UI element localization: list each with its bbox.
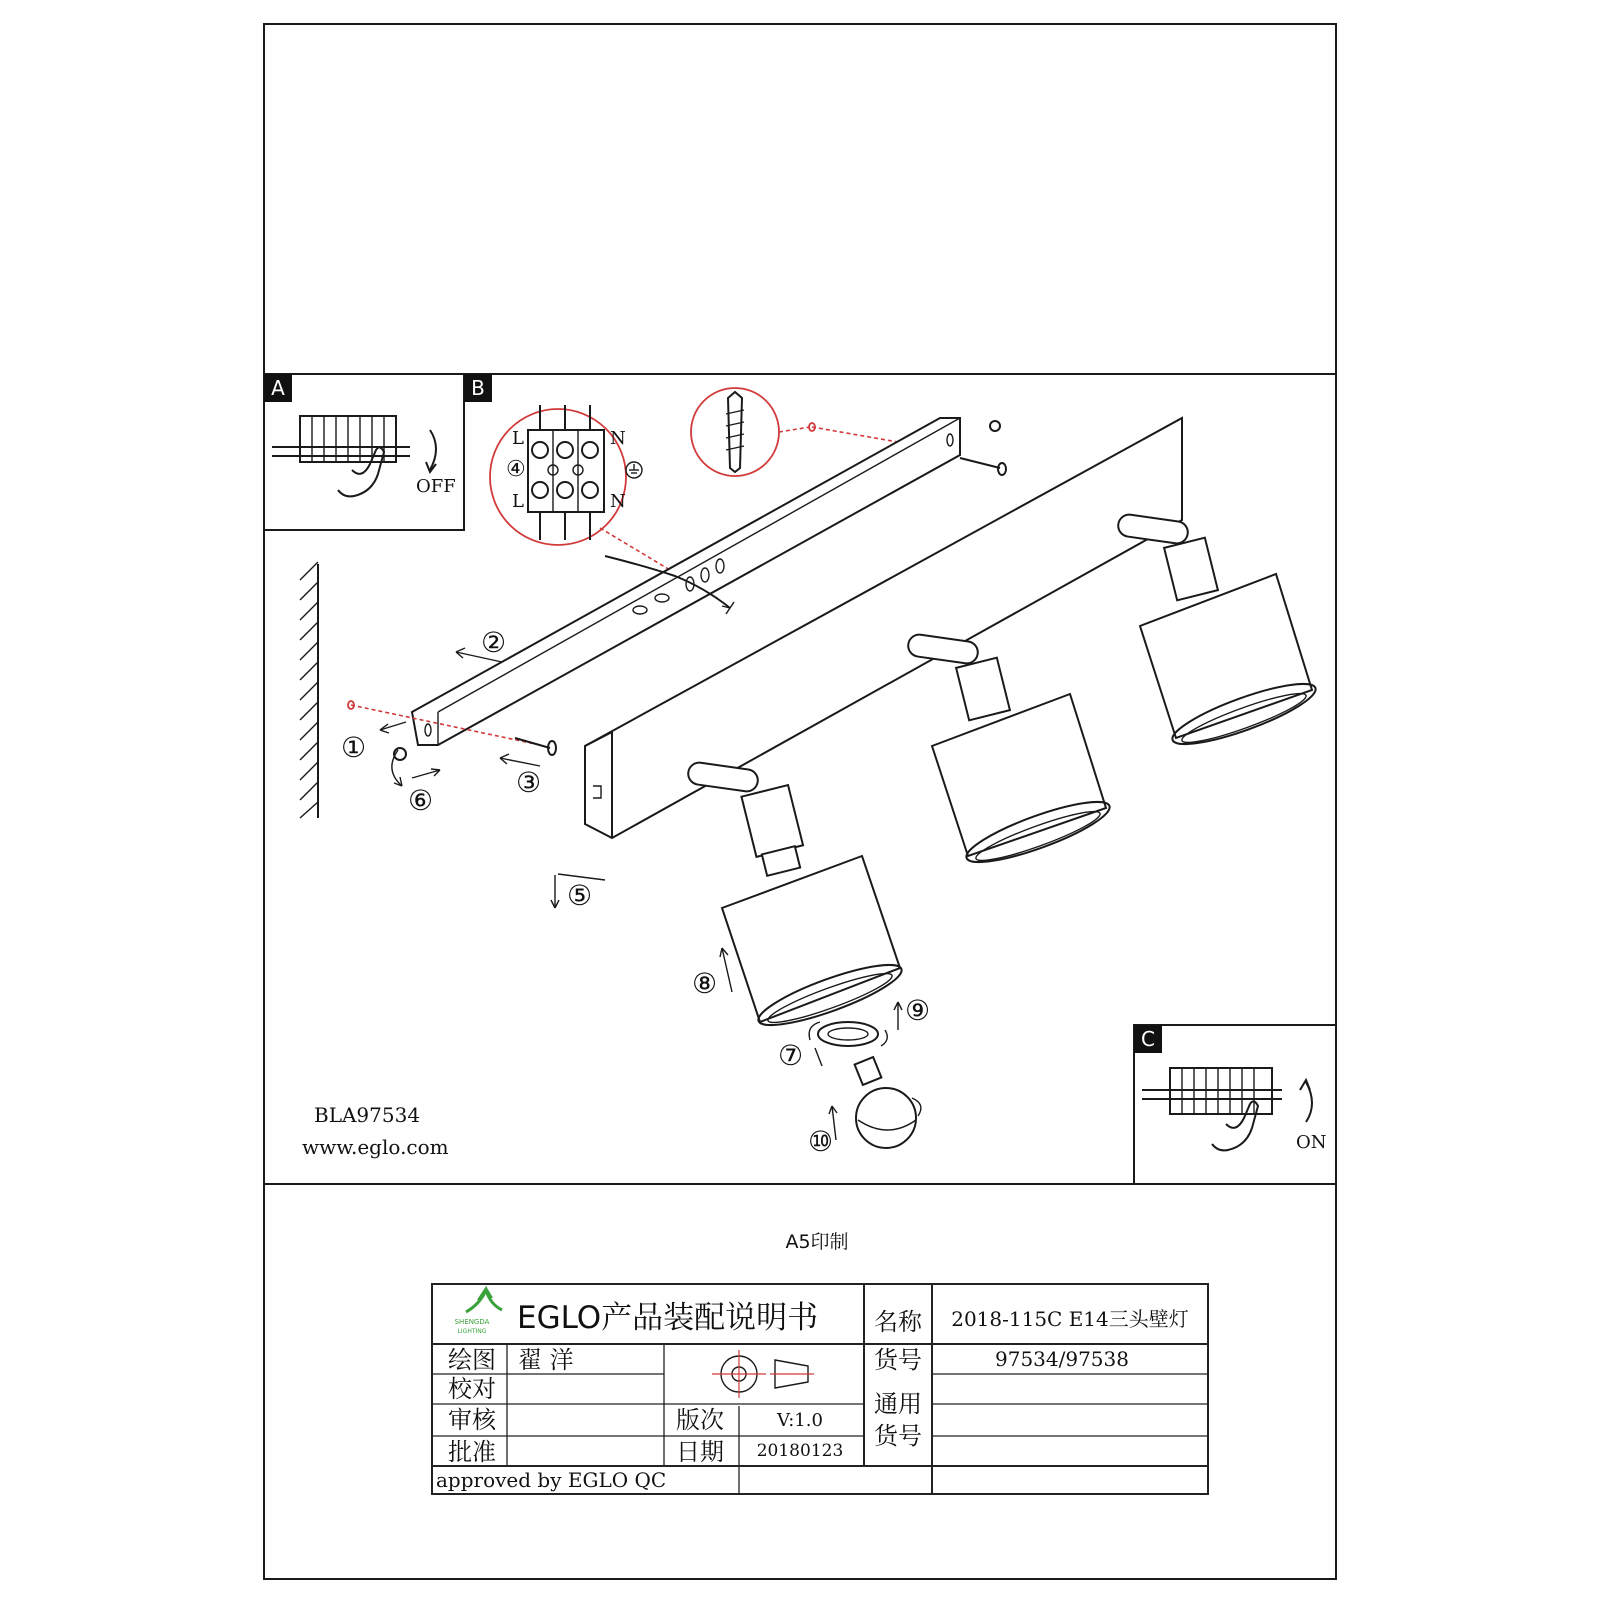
common-label-1: 通用 — [874, 1390, 922, 1418]
lamp-shade-1 — [722, 856, 900, 1022]
switch-off-label: OFF — [416, 476, 456, 497]
switch-on-label: ON — [1296, 1132, 1327, 1153]
logo-text: SHENGDA — [454, 1318, 490, 1326]
terminal-l-bottom: L — [512, 491, 524, 512]
terminal-l-top: L — [512, 428, 524, 449]
step-4-label: ④ — [506, 457, 526, 482]
step-6-label: ⑥ — [408, 784, 434, 817]
website: www.eglo.com — [302, 1135, 449, 1159]
company-logo — [455, 1288, 502, 1335]
approved-by: approved by EGLO QC — [436, 1468, 667, 1492]
version-value: V:1.0 — [777, 1410, 823, 1431]
version-label: 版次 — [676, 1406, 724, 1434]
spotlight-2 — [907, 633, 1115, 873]
wall-plug-icon — [728, 392, 742, 472]
name-value: 2018-115C E14三头壁灯 — [951, 1307, 1189, 1331]
projection-symbol-icon — [712, 1350, 814, 1398]
bulb-icon — [829, 1057, 921, 1148]
step-5-label: ⑤ — [567, 879, 593, 912]
terminal-n-bottom: N — [610, 491, 626, 512]
logo-subtext: LIGHTING — [457, 1328, 487, 1335]
name-label: 名称 — [874, 1308, 922, 1336]
approve-label: 批准 — [448, 1438, 496, 1466]
top-screw-icon — [960, 421, 1006, 475]
date-label: 日期 — [676, 1438, 724, 1466]
common-label-2: 货号 — [874, 1422, 922, 1450]
item-no-label: 货号 — [874, 1346, 922, 1374]
print-format: A5印制 — [785, 1231, 849, 1253]
panel-c-switch-on — [1134, 1025, 1336, 1184]
panel-a-switch-off — [264, 374, 464, 530]
review-label: 审核 — [448, 1406, 496, 1434]
date-value: 20180123 — [756, 1441, 844, 1461]
panel-b-tag: B — [471, 376, 485, 400]
step-7-label: ⑦ — [778, 1039, 804, 1072]
step-1-label: ① — [341, 731, 367, 764]
drawn-label: 绘图 — [448, 1346, 496, 1374]
spotlight-3 — [1117, 513, 1321, 755]
ground-icon — [626, 462, 642, 478]
item-no-value: 97534/97538 — [995, 1347, 1129, 1371]
step-9-label: ⑨ — [905, 994, 931, 1027]
drawn-value: 翟 洋 — [518, 1346, 574, 1374]
panel-c-tag: C — [1141, 1027, 1155, 1051]
checked-label: 校对 — [448, 1375, 496, 1403]
wall-icon — [300, 562, 318, 818]
panel-a-tag: A — [271, 376, 285, 400]
model-code: BLA97534 — [314, 1103, 421, 1127]
step-3-label: ③ — [516, 766, 542, 799]
hand-icon — [338, 447, 384, 496]
terminal-n-top: N — [610, 428, 626, 449]
document-title: EGLO产品装配说明书 — [517, 1300, 819, 1336]
spotlight-1 — [687, 761, 907, 1036]
step-10-label: ⑩ — [808, 1125, 834, 1158]
step-8-label: ⑧ — [692, 967, 718, 1000]
hand-icon-c — [1212, 1101, 1258, 1150]
step-2-label: ② — [481, 626, 507, 659]
